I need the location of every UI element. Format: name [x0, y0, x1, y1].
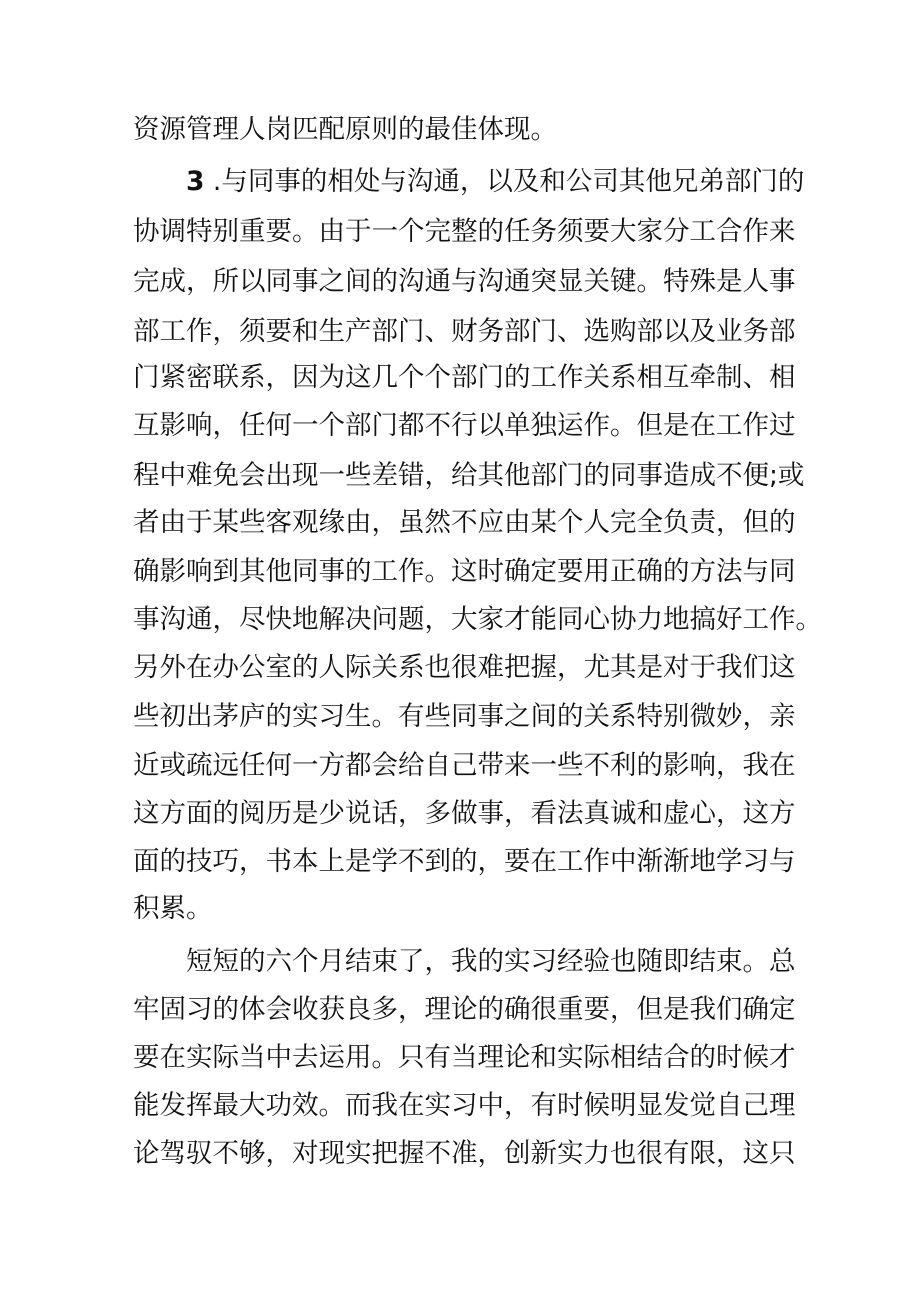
text-line-8: 程中难免会出现一些差错，给其他部门的同事造成不便;或: [133, 460, 805, 491]
text-line-16: 面的技巧，书本上是学不到的，要在工作中渐渐地学习与: [133, 846, 796, 877]
text-line-5: 部工作，须要和生产部门、财务部门、选购部以及业务部: [133, 316, 796, 347]
text-line-9: 者由于某些客观缘由，虽然不应由某个人完全负责，但的: [133, 507, 796, 538]
text-line-1: 资源管理人岗匹配原则的最佳体现。: [133, 114, 557, 145]
text-line-18: 短短的六个月结束了，我的实习经验也随即结束。总: [186, 946, 796, 977]
text-line-4: 完成，所以同事之间的沟通与沟通突显关键。特殊是人事: [133, 266, 796, 297]
text-line-21: 能发挥最大功效。而我在实习中，有时候明显发觉自己理: [133, 1090, 796, 1121]
text-line-13: 些初出茅庐的实习生。有些同事之间的关系特别微妙，亲: [133, 701, 796, 732]
text-line-12: 另外在办公室的人际关系也很难把握，尤其是对于我们这: [133, 652, 796, 683]
text-line-6: 门紧密联系，因为这几个个部门的工作关系相互牵制、相: [133, 362, 796, 393]
text-line-17: 积累。: [133, 893, 213, 924]
text-line-7: 互影响，任何一个部门都不行以单独运作。但是在工作过: [133, 410, 796, 441]
text-line-19: 牢固习的体会收获良多，理论的确很重要，但是我们确定: [133, 994, 796, 1025]
text-line-20: 要在实际当中去运用。只有当理论和实际相结合的时候才: [133, 1042, 796, 1073]
text-line-15: 这方面的阅历是少说话，多做事，看法真诚和虚心，这方: [133, 798, 796, 829]
text-line-11: 事沟通，尽快地解决问题，大家才能同心协力地搞好工作。: [133, 604, 822, 635]
text-line-3: 协调特别重要。由于一个完整的任务须要大家分工合作来: [133, 216, 796, 247]
text-line-22: 论驾驭不够，对现实把握不准，创新实力也很有限，这只: [133, 1138, 796, 1169]
text-line-14: 近或疏远任何一方都会给自己带来一些不利的影响，我在: [133, 750, 796, 781]
text-line-2-body: .与同事的相处与沟通，以及和公司其他兄弟部门的: [212, 166, 805, 197]
list-item-number: 3: [186, 166, 205, 197]
text-line-2: [186, 162, 804, 202]
text-line-10: 确影响到其他同事的工作。这时确定要用正确的方法与同: [133, 556, 796, 587]
